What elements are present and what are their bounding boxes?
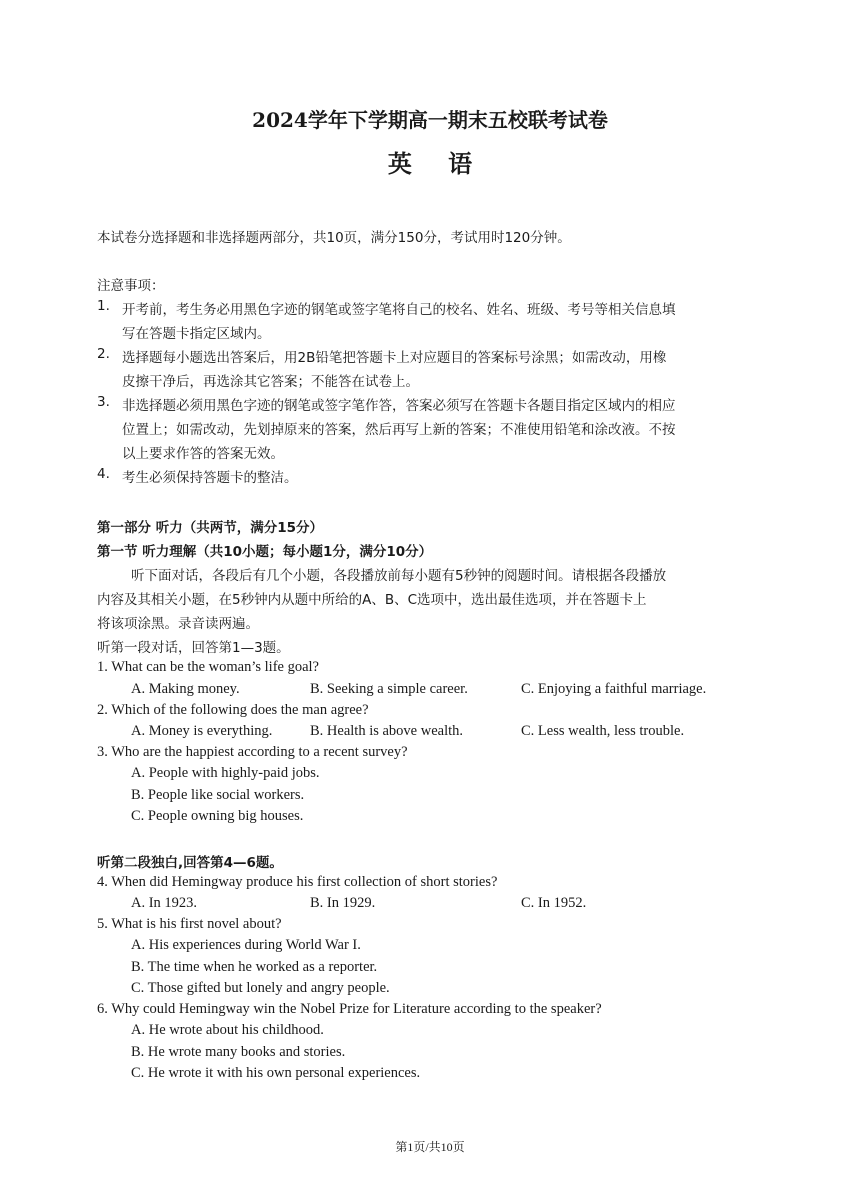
notice-item-number: 3. — [97, 394, 110, 410]
exam-title: 2024学年下学期高一期末五校联考试卷 — [252, 108, 608, 132]
notice-item-number: 1. — [97, 298, 110, 314]
option-b: B. In 1929. — [310, 895, 376, 911]
question-text: 6. Why could Hemingway win the Nobel Prize for Literature according to the speaker? — [97, 1001, 602, 1017]
notice-item-line: 以上要求作答的答案无效。 — [122, 446, 284, 462]
notice-heading: 注意事项： — [97, 278, 165, 294]
page-footer: 第1页/共10页 — [395, 1140, 465, 1154]
dialog1-instruction: 听第一段对话，回答第1—3题。 — [97, 640, 290, 656]
notice-item-number: 2. — [97, 346, 110, 362]
instructions-line: 内容及其相关小题，在5秒钟内从题中所给的A、B、C选项中，选出最佳选项，并在答题卡上 — [97, 592, 647, 608]
notice-item-line: 非选择题必须用黑色字迹的钢笔或签字笔作答，答案必须写在答题卡各题目指定区域内的相应 — [122, 398, 676, 414]
option-a: A. Money is everything. — [131, 723, 273, 739]
option-a: A. Making money. — [131, 681, 240, 697]
question-text: 4. When did Hemingway produce his first collection of short stories? — [97, 874, 498, 890]
question-text: 5. What is his first novel about? — [97, 916, 282, 932]
option-b: B. The time when he worked as a reporter. — [131, 959, 378, 975]
option-a: A. In 1923. — [131, 895, 198, 911]
instructions-line: 将该项涂黑。录音读两遍。 — [97, 616, 259, 632]
dialog2-instruction: 听第二段独白,回答第4—6题。 — [97, 855, 283, 871]
notice-item-line: 皮擦干净后，再选涂其它答案；不能答在试卷上。 — [122, 374, 419, 390]
option-c: C. Those gifted but lonely and angry people. — [131, 980, 390, 996]
exam-intro: 本试卷分选择题和非选择题两部分，共10页，满分150分，考试用时120分钟。 — [97, 230, 571, 246]
option-a: A. People with highly-paid jobs. — [131, 765, 320, 781]
section1-heading: 第一节 听力理解（共10小题；每小题1分，满分10分） — [97, 544, 433, 560]
question-text: 2. Which of the following does the man agree? — [97, 702, 369, 718]
notice-item-line: 考生必须保持答题卡的整洁。 — [122, 470, 298, 486]
notice-item-line: 写在答题卡指定区域内。 — [122, 326, 271, 342]
option-c: C. People owning big houses. — [131, 808, 304, 824]
subject-title: 英 语 — [387, 149, 487, 178]
option-c: C. Enjoying a faithful marriage. — [521, 681, 707, 697]
option-b: B. Seeking a simple career. — [310, 681, 468, 697]
notice-item-line: 选择题每小题选出答案后，用2B铅笔把答题卡上对应题目的答案标号涂黑；如需改动，用橡 — [122, 350, 667, 366]
option-a: A. His experiences during World War I. — [131, 937, 361, 953]
option-c: C. In 1952. — [521, 895, 587, 911]
option-b: B. He wrote many books and stories. — [131, 1044, 346, 1060]
notice-item-line: 位置上；如需改动，先划掉原来的答案，然后再写上新的答案；不准使用铅笔和涂改液。不按 — [122, 422, 676, 438]
notice-item-number: 4. — [97, 466, 110, 482]
instructions-line: 听下面对话，各段后有几个小题，各段播放前每小题有5秒钟的阅题时间。请根据各段播放 — [131, 568, 667, 584]
option-c: C. Less wealth, less trouble. — [521, 723, 685, 739]
option-c: C. He wrote it with his own personal experiences. — [131, 1065, 421, 1081]
question-text: 3. Who are the happiest according to a recent survey? — [97, 744, 408, 760]
question-text: 1. What can be the woman’s life goal? — [97, 659, 319, 675]
part1-heading: 第一部分 听力（共两节，满分15分） — [97, 520, 323, 536]
notice-item-line: 开考前，考生务必用黑色字迹的钢笔或签字笔将自己的校名、姓名、班级、考号等相关信息填 — [122, 302, 676, 318]
option-b: B. Health is above wealth. — [310, 723, 464, 739]
option-b: B. People like social workers. — [131, 787, 305, 803]
option-a: A. He wrote about his childhood. — [131, 1022, 324, 1038]
